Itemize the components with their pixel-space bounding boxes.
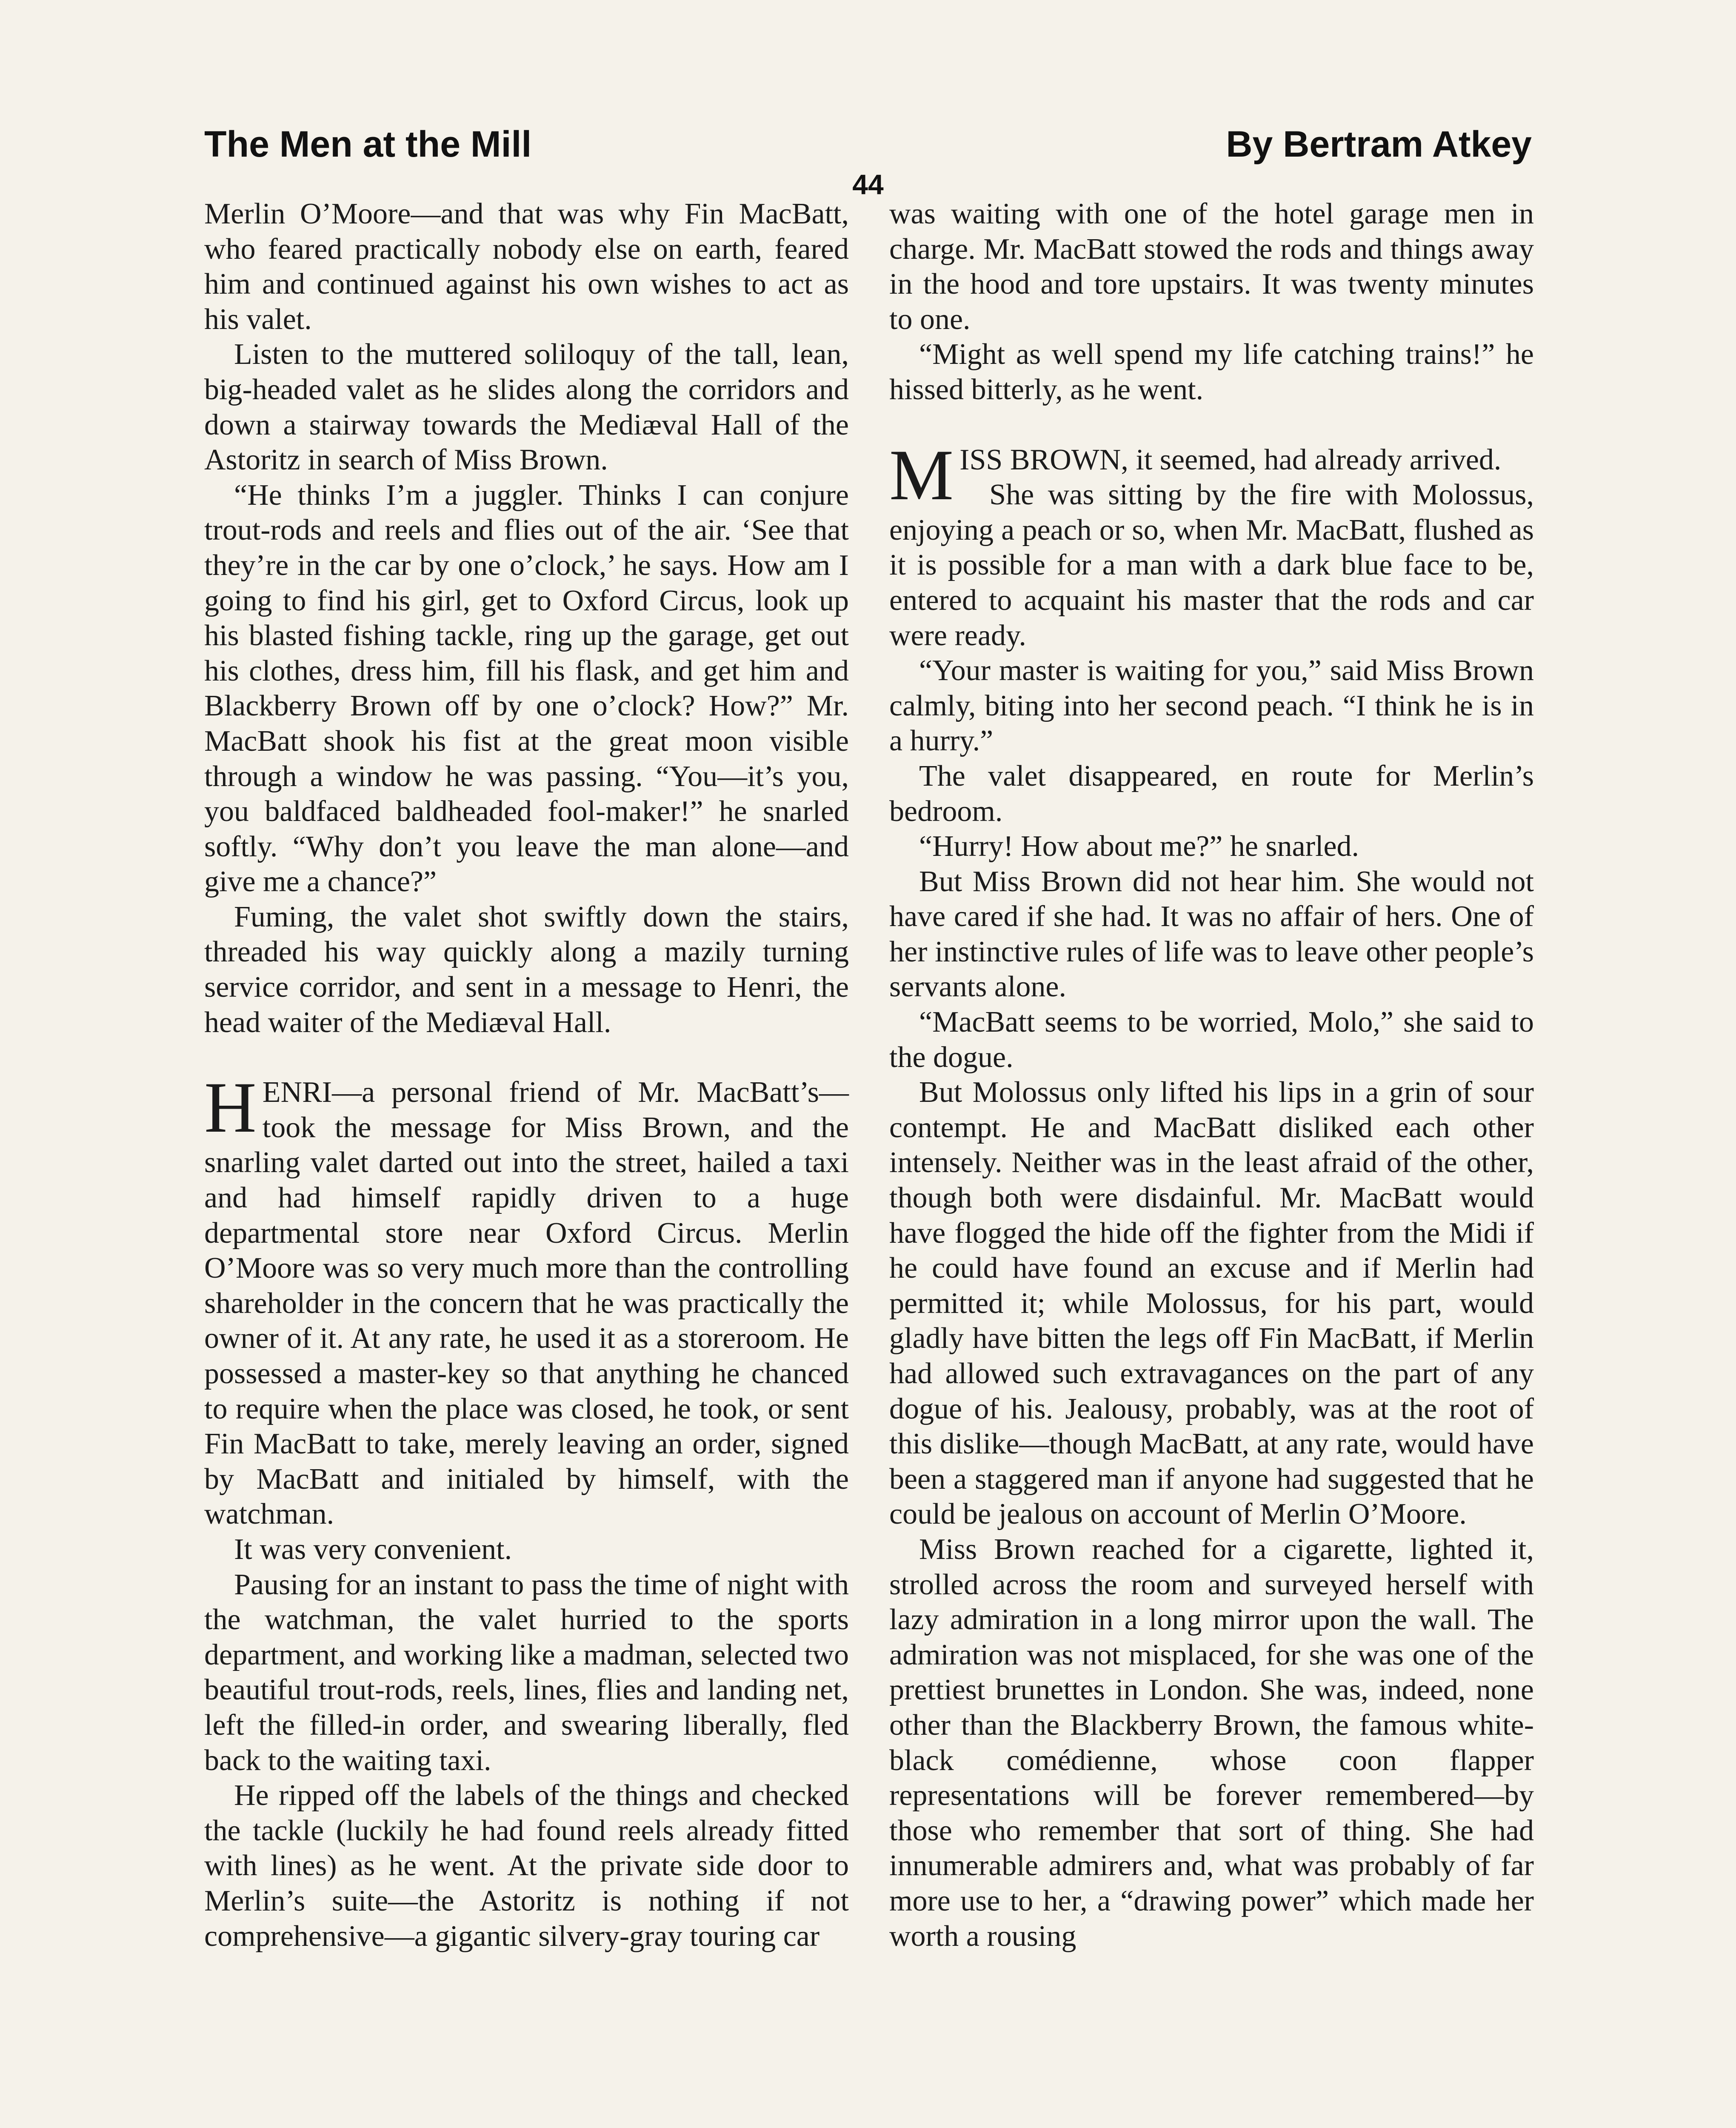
paragraph: Listen to the muttered soliloquy of the tall, lean, big-headed valet as he slides along the corridors and down a stairway towards the Mediæval Hall of the Astoritz in search of Miss Brown.: [204, 338, 849, 477]
paragraph: Merlin O’Moore—and that was why Fin MacBatt, who feared practically nobody else on earth, feared him and continued against his own wishes to act as his valet.: [204, 197, 849, 336]
paragraph: was waiting with one of the hotel garage men in charge. Mr. MacBatt stowed the rods and things away in the hood and tore upstairs. It was twenty minutes to one.: [889, 197, 1534, 336]
paragraph-text: ENRI—a personal friend of Mr. MacBatt’s—took the message for Miss Brown, and the snarling valet darted out into the street, hailed a taxi and had himself rapidly driven to a huge departmental store near Oxford Circus. Merlin O’Moore was so very much more than the controlling shareholder in the concern that he was practically the owner of it. At any rate, he used it as a storeroom. He possessed a master-key so that anything he chanced to require when the place was closed, he took, or sent Fin MacBatt to take, merely leaving an order, signed by MacBatt and initialed by himself, with the watchman.: [204, 1076, 849, 1531]
paragraph: “He thinks I’m a juggler. Thinks I can conjure trout-rods and reels and flies out of the air. ‘See that they’re in the car by one o’clock,’ he says. How am I going to find his girl, get to Oxford Circus, look up his blasted fishing tackle, ring up the garage, get out his clothes, dress him, fill his flask, and get him and Blackberry Brown off by one o’clock? How?” Mr. MacBatt shook his fist at the great moon visible through a window he was passing. “You—it’s you, you baldfaced baldheaded fool-maker!” he snarled softly. “Why don’t you leave the man alone—and give me a chance?”: [204, 478, 849, 898]
paragraph: She was sitting by the fire with Molossus, enjoying a peach or so, when Mr. MacBatt, flushed as it is possible for a man with a dark blue face to be, entered to acquaint his master that the rods and car were ready.: [889, 478, 1534, 652]
drop-cap: H: [204, 1067, 257, 1148]
paragraph: But Molossus only lifted his lips in a grin of sour contempt. He and MacBatt disliked each other intensely. Neither was in the least afraid of the other, though both were disdainful. Mr. MacBatt would have flogged the hide off the fighter from the Midi if he could have found an excuse and if Merlin had permitted it; while Molossus, for his part, would gladly have bitten the legs off Fin MacBatt, if Merlin had allowed such extravagances on the part of any dogue of his. Jealousy, probably, was at the root of this dislike—though MacBatt, at any rate, would have been a staggered man if anyone had suggested that he could be jealous on account of Merlin O’Moore.: [889, 1076, 1534, 1531]
right-column: [889, 197, 1534, 1954]
paragraph: “MacBatt seems to be worried, Molo,” she said to the dogue.: [889, 1006, 1534, 1074]
page-number: 44: [852, 169, 884, 200]
left-column: [204, 197, 849, 1954]
story-title: The Men at the Mill: [204, 124, 532, 165]
drop-cap: M: [889, 435, 954, 515]
author-byline: By Bertram Atkey: [1226, 124, 1532, 165]
paragraph: It was very convenient.: [234, 1533, 512, 1566]
paragraph: “Your master is waiting for you,” said Miss Brown calmly, biting into her second peach. “I think he is in a hurry.”: [889, 654, 1534, 758]
paragraph: Fuming, the valet shot swiftly down the stairs, threaded his way quickly along a mazily turning service corridor, and sent in a message to Henri, the head waiter of the Mediæval Hall.: [204, 900, 849, 1039]
paragraph: Pausing for an instant to pass the time of night with the watchman, the valet hurried to the sports department, and working like a madman, selected two beautiful trout-rods, reels, lines, flies and landing net, left the filled-in order, and swearing liberally, fled back to the waiting taxi.: [204, 1568, 849, 1777]
page-header: [204, 123, 1532, 174]
paragraph: But Miss Brown did not hear him. She would not have cared if she had. It was no affair of hers. One of her instinctive rules of life was to leave other people’s servants alone.: [889, 865, 1534, 1004]
paragraph: The valet disappeared, en route for Merlin’s bedroom.: [889, 759, 1534, 828]
section-paragraph: [889, 435, 1534, 515]
paragraph: “Hurry! How about me?” he snarled.: [919, 830, 1359, 863]
paragraph: “Might as well spend my life catching trains!” he hissed bitterly, as he went.: [889, 338, 1534, 406]
section-paragraph: [204, 1067, 849, 1532]
paragraph-text: ISS BROWN, it seemed, had already arrived.: [959, 443, 1502, 476]
paragraph: He ripped off the labels of the things and checked the tackle (luckily he had found reels already fitted with lines) as he went. At the private side door to Merlin’s suite—the Astoritz is nothing if not comprehensive—a gigantic silvery-gray touring car: [204, 1779, 849, 1953]
paragraph: Miss Brown reached for a cigarette, lighted it, strolled across the room and surveyed herself with lazy admiration in a long mirror upon the wall. The admiration was not misplaced, for she was one of the prettiest brunettes in London. She was, indeed, none other than the Blackberry Brown, the famous white-black comédienne, whose coon flapper representations will be forever remembered—by those who remember that sort of thing. She had innumerable admirers and, what was probably of far more use to her, a “drawing power” which made her worth a rousing: [889, 1533, 1534, 1953]
